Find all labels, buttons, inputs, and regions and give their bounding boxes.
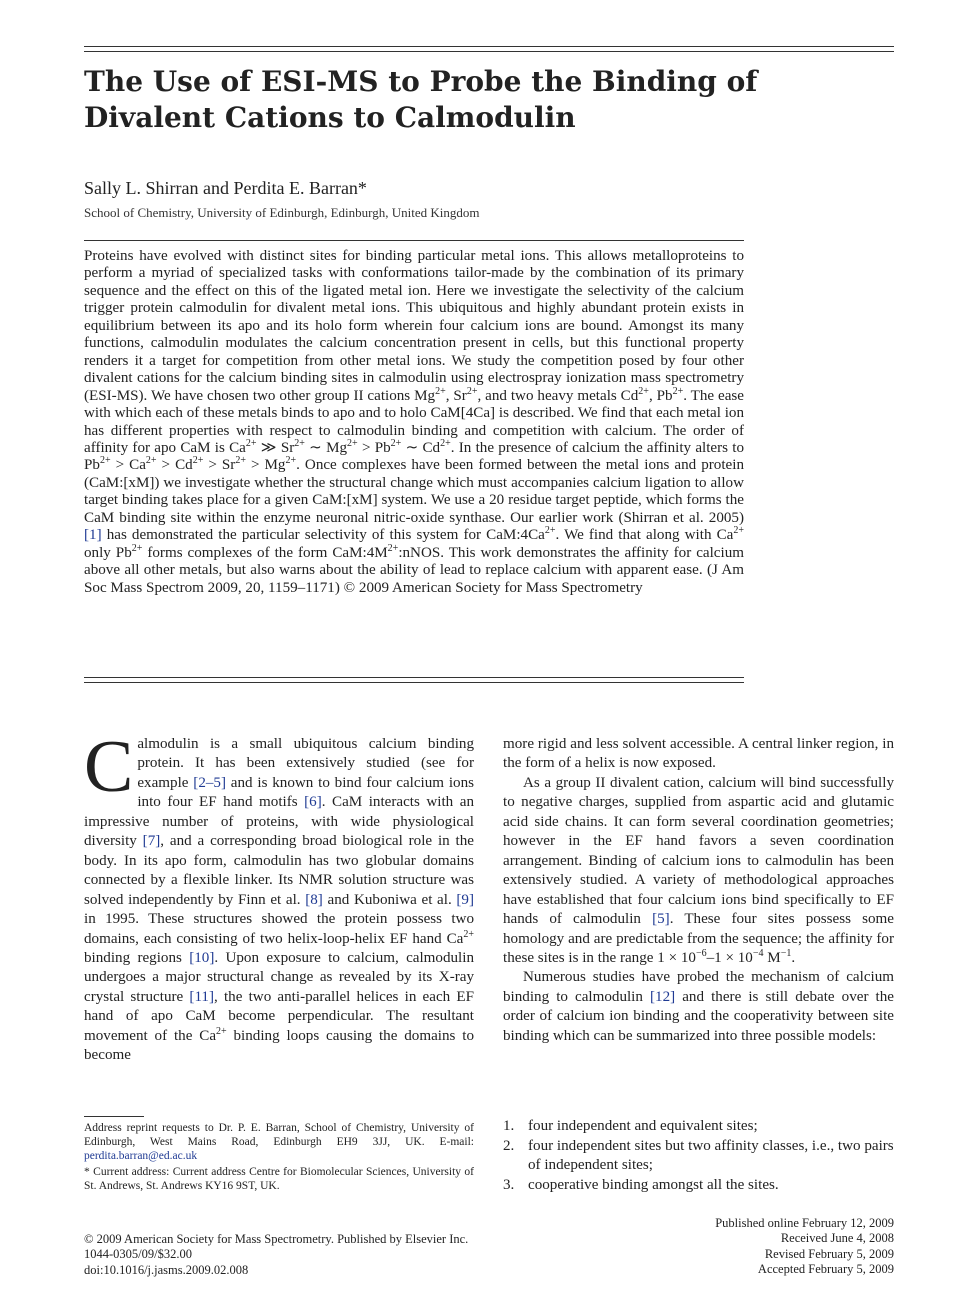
abstract-rule-bottom-secondary <box>84 682 744 683</box>
accepted-date: Accepted February 5, 2009 <box>757 1261 894 1276</box>
body-paragraph: As a group II divalent cation, calcium will bind successfully to negative charges, supplied from aspartic acid and glutamic acid side chains. It can form several coordination geometries; however in the EF hand favors a seven coordination arrangement. Binding of calcium ions to calmodulin has been extensively studied. A variety of methodological approaches have established that four calcium ions bind specifically to EF hands of calmodulin [5]. These four sites possess some homology and are predictable from the sequence; the affinity for these sites is in the range $1 \times 10^{-6}-1 \times 10^{-4}$ $M^{-1}$. <box>503 774 894 966</box>
abstract: Proteins have evolved with distinct sites for binding particular metal ions. This allows metalloproteins to perform a myriad of specialized tasks with conformations tailor-made by the combination of its primary sequence and the effect on this of the ligated metal ion. Here we investigate the selectivity of the calcium trigger protein calmodulin for divalent metal ions. This ubiquitous and highly abundant protein exists in equilibrium between its apo and its holo form wherein four calcium ions are bound. Amongst its many functions, calmodulin modulates the calcium concentration present in cells, but this functional property renders it a target for competition from other metal ions. We study the competition posed by four other divalent cations for the calcium binding sites in calmodulin using electrospray ionization mass spectrometry (ESI-MS). We have chosen two other group II cations $Mg^{2+}$, $Sr^{2+}$, and two heavy metals $Cd^{2+}$, $Pb^{2+}$. The ease with which each of these metals binds to apo and to holo CaM[4Ca] is described. We find that each metal ion has different properties with respect to calmodulin binding and competition with calcium. The order of affinity for apo CaM is $Ca^{2+}$ ≫ $Sr^{2+}$ ∼ $Mg^{2+} > Pb^{2+}$ ∼ $Cd^{2+}$. In the presence of calcium the affinity alters to $Pb^{2+} > Ca^{2+} > Cd^{2+} > Sr^{2+} > Mg^{2+}$. Once complexes have been formed between the metal ions and protein (CaM:[xM]) we investigate whether the structural change which must accompanies calcium ligation to allow target binding takes place for a given CaM:[xM] system. We use a 20 residue target peptide, which forms the CaM binding site within the enzyme neuronal nitric-oxide synthase. Our earlier work (Shirran et al. 2005) [1] has demonstrated the particular selectivity of this system for $CaM:4Ca^{2+}$. We find that along with $Ca^{2+}$ only $Pb^{2+}$ forms complexes of the form $CaM:4M^{2+}:nNOS$. This work demonstrates the affinity for calcium above all other metals, but also warns about the ability of lead to replace calcium with apparent ease. (J Am Soc Mass Spectrom 2009, 20, 1159–1171) © 2009 American Society for Mass Spectrometry <box>84 248 745 596</box>
affiliation: School of Chemistry, University of Edinburgh, Edinburgh, United Kingdom <box>84 205 480 220</box>
citation-link[interactable]: [8] <box>305 891 323 908</box>
email-link[interactable]: perdita.barran@ed.ac.uk <box>84 1150 198 1162</box>
authors: Sally L. Shirran and Perdita E. Barran* <box>84 178 367 198</box>
article-title: The Use of ESI-MS to Probe the Binding of Divalent Cations to Calmodulin <box>84 65 758 134</box>
list-item: 3. cooperative binding amongst all the sites. <box>503 1176 779 1193</box>
citation-link[interactable]: [5] <box>652 911 670 928</box>
published-date: Published online February 12, 2009 <box>715 1216 894 1230</box>
list-item: 2. four independent sites but two affinity classes, i.e., two pairs of independent sites; <box>503 1137 894 1173</box>
body-paragraph: more rigid and less solvent accessible. A central linker region, in the form of a helix is now exposed. <box>503 736 894 772</box>
publisher-info <box>84 1232 604 1278</box>
issn: 1044-0305/09/$32.00 <box>84 1247 192 1262</box>
drop-cap: C <box>84 726 134 808</box>
list-item: 1. four independent and equivalent sites; <box>503 1118 758 1134</box>
citation-link[interactable]: [6] <box>304 794 322 811</box>
citation-link[interactable]: [1] <box>84 527 102 544</box>
intro-paragraph: Calmodulin is a small ubiquitous calcium binding protein. It has been extensively studied (see for example [2–5] and is known to bind four calcium ions into four EF hand motifs [6]. CaM interacts with an impressive number of proteins, with wide physiological diversity [7], and a corresponding broad biological role in the body. In its apo form, calmodulin has two globular domains connected by a flexible linker. Its NMR solution structure was solved independently by Finn et al. [8] and Kuboniwa et al. [9] in 1995. These structures showed the protein possess two domains, each consisting of two helix-loop-helix EF hand $Ca^{2+}$ binding regions [10]. Upon exposure to calcium, calmodulin undergoes a major structural change as revealed by its X-ray crystal structure [11], the two anti-parallel helices in each EF hand of apo CaM become perpendicular. The resultant movement of the $Ca^{2+}$ binding loops causing the domains to become <box>84 726 474 1064</box>
abstract-rule-bottom <box>84 677 744 678</box>
copyright: © 2009 American Society for Mass Spectrometry. Published by Elsevier Inc. <box>84 1232 469 1246</box>
body-column-right <box>503 735 894 1046</box>
citation-link[interactable]: [10] <box>189 949 215 966</box>
footnote-current-address: * Current address: Current address Centre for Biomolecular Sciences, University of St. Andrews, St. Andrews KY16 9ST, UK. <box>84 1166 474 1192</box>
body-column-left <box>84 726 474 1066</box>
binding-models-list <box>503 1117 894 1195</box>
citation-link[interactable]: [2–5] <box>193 774 226 791</box>
article-history <box>594 1216 894 1277</box>
footnotes <box>84 1121 474 1195</box>
doi: doi:10.1016/j.jasms.2009.02.008 <box>84 1262 249 1277</box>
citation-link[interactable]: [7] <box>142 833 161 850</box>
received-date: Received June 4, 2008 <box>780 1231 894 1246</box>
abstract-rule-top <box>84 240 744 241</box>
top-rule-secondary <box>84 51 894 52</box>
citation-link[interactable]: [11] <box>189 988 215 1005</box>
footnote-correspondence: Address reprint requests to Dr. P. E. Barran, School of Chemistry, University of Edinburgh, West Mains Road, Edinburgh EH9 3JJ, UK. E-mail: perdita.barran@ed.ac.uk <box>84 1122 474 1162</box>
footnote-rule <box>84 1116 144 1117</box>
top-rule <box>84 46 894 47</box>
citation-link[interactable]: [12] <box>650 988 676 1005</box>
revised-date: Revised February 5, 2009 <box>764 1246 894 1261</box>
body-paragraph: Numerous studies have probed the mechanism of calcium binding to calmodulin [12] and there is still debate over the order of calcium ion binding and the cooperativity between site binding which can be summarized into three possible models: <box>503 969 894 1044</box>
citation-link[interactable]: [9] <box>456 891 474 908</box>
